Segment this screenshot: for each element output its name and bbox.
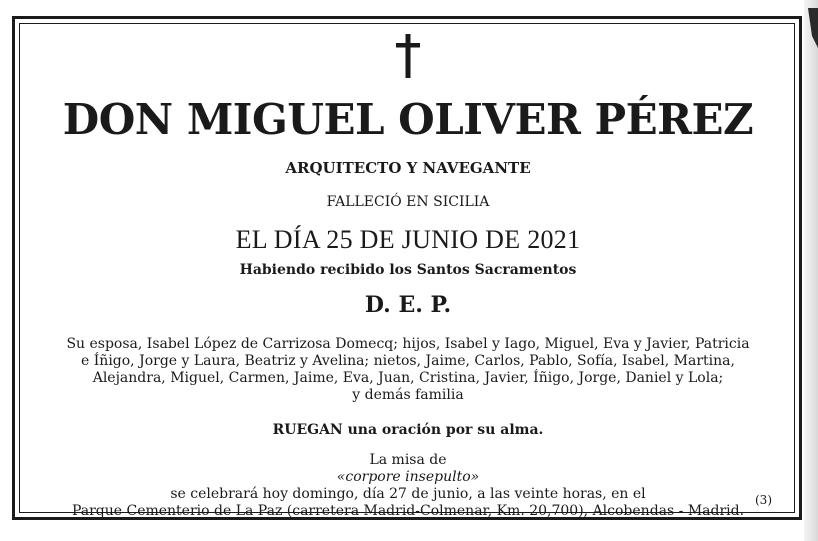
- dep-line: D. E. P.: [364, 292, 452, 318]
- prayer-request-rest: una oración por su alma.: [342, 422, 544, 438]
- prayer-request-bold: RUEGAN: [272, 422, 343, 438]
- prayer-request: [20, 420, 796, 440]
- corner-mark: [808, 8, 818, 48]
- mass-line: Parque Cementerio de La Paz (carretera Madrid-Colmenar, Km. 20,700), Alcobendas - Madrid.: [71, 503, 745, 519]
- family-line: y demás familia: [352, 387, 464, 403]
- mass-prefix: La misa de: [369, 452, 447, 468]
- family-line: e Íñigo, Jorge y Laura, Beatriz y Avelina; nietos, Jaime, Carlos, Pablo, Sofía, Isabel, Martina,: [81, 353, 735, 369]
- family-paragraph: [38, 336, 778, 404]
- cross-icon: [20, 34, 796, 80]
- deceased-name: DON MIGUEL OLIVER PÉREZ: [62, 95, 754, 144]
- obituary-notice: [20, 22, 796, 519]
- death-date: EL DÍA 25 DE JUNIO DE 2021: [235, 225, 581, 254]
- sacraments-line: Habiendo recibido los Santos Sacramentos: [239, 262, 577, 278]
- scrollbar-edge: [804, 0, 818, 541]
- mass-paragraph: [26, 452, 790, 520]
- mass-line1-rest: se celebrará hoy domingo, día 27 de junio, a las veinte horas, en el: [170, 486, 646, 502]
- mass-italic: «corpore insepulto»: [336, 469, 480, 485]
- death-place: FALLECIÓ EN SICILIA: [326, 194, 490, 210]
- family-line: Alejandra, Miguel, Carmen, Jaime, Eva, Juan, Cristina, Javier, Íñigo, Jorge, Daniel y Lola;: [92, 370, 724, 386]
- family-line: Su esposa, Isabel López de Carrizosa Domecq; hijos, Isabel y Iago, Miguel, Eva y Javier, Patricia: [66, 336, 750, 352]
- mass-line: [26, 452, 790, 503]
- reference-number: (3): [755, 493, 772, 507]
- profession: ARQUITECTO Y NAVEGANTE: [285, 159, 531, 177]
